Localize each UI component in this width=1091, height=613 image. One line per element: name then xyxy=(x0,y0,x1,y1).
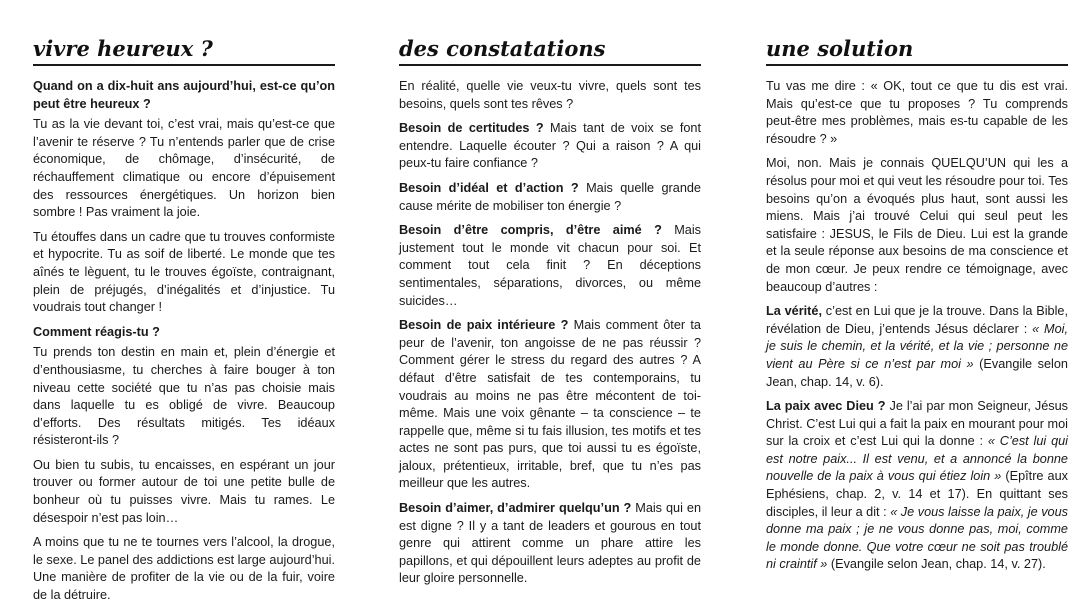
column-body xyxy=(399,78,701,588)
bible-quote: « C’est lui qui est notre paix... Il est venu, et a annoncé la bonne nouvelle de la paix à vous qui étiez loin » xyxy=(766,434,1068,484)
column-body xyxy=(766,78,1068,574)
bible-quote: « Moi, je suis le chemin, et la vérité, et la vie ; personne ne vient au Père si ce n’est par moi » xyxy=(766,321,1068,371)
question-heading: Comment réagis-tu ? xyxy=(33,324,160,339)
column-title: des constatations xyxy=(399,36,701,66)
need-paragraph xyxy=(399,120,701,173)
peace-paragraph xyxy=(766,398,1068,574)
need-text: Mais tant de voix se font entendre. Laquelle écouter ? Qui a raison ? A qui peux-tu faire confiance ? xyxy=(399,121,701,171)
need-paragraph xyxy=(399,222,701,310)
peace-lead: La paix avec Dieu ? xyxy=(766,399,886,414)
paragraph: Tu vas me dire : « OK, tout ce que tu dis est vrai. Mais qu’est-ce que tu proposes ? Tu comprends peut-être mes problèmes, mais es-tu capable de les résoudre ? » xyxy=(766,79,1068,146)
need-lead: Besoin d’aimer, d’admirer quelqu’un ? xyxy=(399,501,632,516)
need-text: Mais comment ôter ta peur de l’avenir, ton angoisse de ne pas réussir ? Comment gérer le stress du regard des autres ? A défaut d’être satisfait de tes contemporains, tu voudrais au moins ne pas être mécontent de toi-même. Mais une voix gênante – ta conscience – te rappelle que, même si tu fais illusion, tes motifs et tes actes ne sont pas purs, que toi aussi tu es égoïste, jaloux, prétentieux, irritable, bref, que tu n’es pas meilleur que les autres. xyxy=(399,318,701,491)
need-lead: Besoin de paix intérieure ? xyxy=(399,318,569,333)
paragraph: Tu as la vie devant toi, c’est vrai, mais qu’est-ce que l’avenir te réserve ? Tu n’entends parler que de crise économique, de chômage, d’insécurité, de réchauffement climatique ou encore d’épuisement des ressources énergétiques. Un horizon bien sombre ! Pas vraiment la joie. xyxy=(33,117,335,220)
need-lead: Besoin d’idéal et d’action ? xyxy=(399,180,579,195)
paragraph: Tu étouffes dans un cadre que tu trouves conformiste et hypocrite. Tu as soif de liberté. Le monde que tes aînés te lèguent, tu le trouves égoïste, contraignant, plein de préjugés, d’inégalités et d’injustice. Tu voudrais tout changer ! xyxy=(33,229,335,315)
paragraph: En réalité, quelle vie veux-tu vivre, quels sont tes besoins, quels sont tes rêves ? xyxy=(399,79,701,111)
column-une-solution xyxy=(766,36,1068,581)
peace-text: Je l’ai par mon Seigneur, Jésus Christ. C’est Lui qui a fait la paix en mourant pour moi sur la croix et c’est Lui qui la donne : xyxy=(766,399,1069,449)
column-title: une solution xyxy=(766,36,1068,66)
need-paragraph xyxy=(399,500,701,588)
need-text: Mais quelle grande cause mérite de mobiliser ton énergie ? xyxy=(399,180,701,213)
paragraph: A moins que tu ne te tournes vers l’alcool, la drogue, le sexe. Le panel des addictions est large aujourd’hui. Une manière de profiter de la vie ou de la fuir, voire de la détruire. xyxy=(33,535,335,603)
need-text: Mais qui en est digne ? Il y a tant de leaders et gourous en tout genre qui attirent comme un phare attire les papillons, et qui dépouillent leurs adeptes au profit de leur gloire personnelle. xyxy=(399,501,701,586)
column-vivre-heureux xyxy=(33,36,335,612)
need-lead: Besoin d’être compris, d’être aimé ? xyxy=(399,223,662,238)
need-lead: Besoin de certitudes ? xyxy=(399,121,544,136)
truth-lead: La vérité, xyxy=(766,304,822,319)
bible-reference: (Evangile selon Jean, chap. 14, v. 27). xyxy=(827,557,1046,572)
bible-reference: (Epître aux Ephésiens, chap. 2, v. 14 et 17). En quittant ses disciples, il leur a dit : xyxy=(766,469,1068,519)
question-heading: Quand on a dix-huit ans aujourd’hui, est-ce qu’on peut être heureux ? xyxy=(33,79,335,111)
truth-paragraph xyxy=(766,303,1068,391)
bible-quote: « Je vous laisse la paix, je vous donne ma paix ; je ne vous donne pas, moi, comme le monde donne. Que votre cœur ne soit pas troublé ni craintif » xyxy=(766,504,1068,572)
bible-reference: (Evangile selon Jean, chap. 14, v. 6). xyxy=(766,356,1068,389)
need-text: Mais justement tout le monde vit chacun pour soi. Et comment tout cela finit ? En déceptions sentimentales, séparations, divorces, ou même suicides… xyxy=(399,223,702,308)
paragraph: Ou bien tu subis, tu encaisses, en espérant un jour trouver ou former autour de toi une petite bulle de bonheur où tu puisses vivre. Mais tu rames. Le désespoir n’est pas loin… xyxy=(33,457,335,525)
paragraph: Tu prends ton destin en main et, plein d’énergie et d’enthousiasme, tu cherches à faire bouger à ton niveau cette société que tu n’as pas choisie mais dans laquelle tu es obligé de vivre. Beaucoup d’efforts. Des résultats mitigés. Tes idéaux résisteront-ils ? xyxy=(33,345,335,448)
column-des-constatations xyxy=(399,36,701,595)
column-body xyxy=(33,78,335,605)
need-paragraph xyxy=(399,317,701,493)
paragraph: Moi, non. Mais je connais QUELQU’UN qui les a résolus pour moi et qui veut les résoudre pour toi. Tes besoins qu’on a évoqués plus haut, sont aussi les miens. Mais j’ai trouvé Celui qui seul peut les satisfaire : JESUS, le Fils de Dieu. Lui est la grande et la seule réponse aux besoins de ma conscience et de mon cœur. Je peux rendre ce témoignage, avec beaucoup d’autres : xyxy=(766,156,1068,294)
need-paragraph xyxy=(399,180,701,215)
column-title: vivre heureux ? xyxy=(33,36,335,66)
truth-text: c’est en Lui que je la trouve. Dans la Bible, révélation de Dieu, j’entends Jésus déclarer : xyxy=(766,304,1068,336)
